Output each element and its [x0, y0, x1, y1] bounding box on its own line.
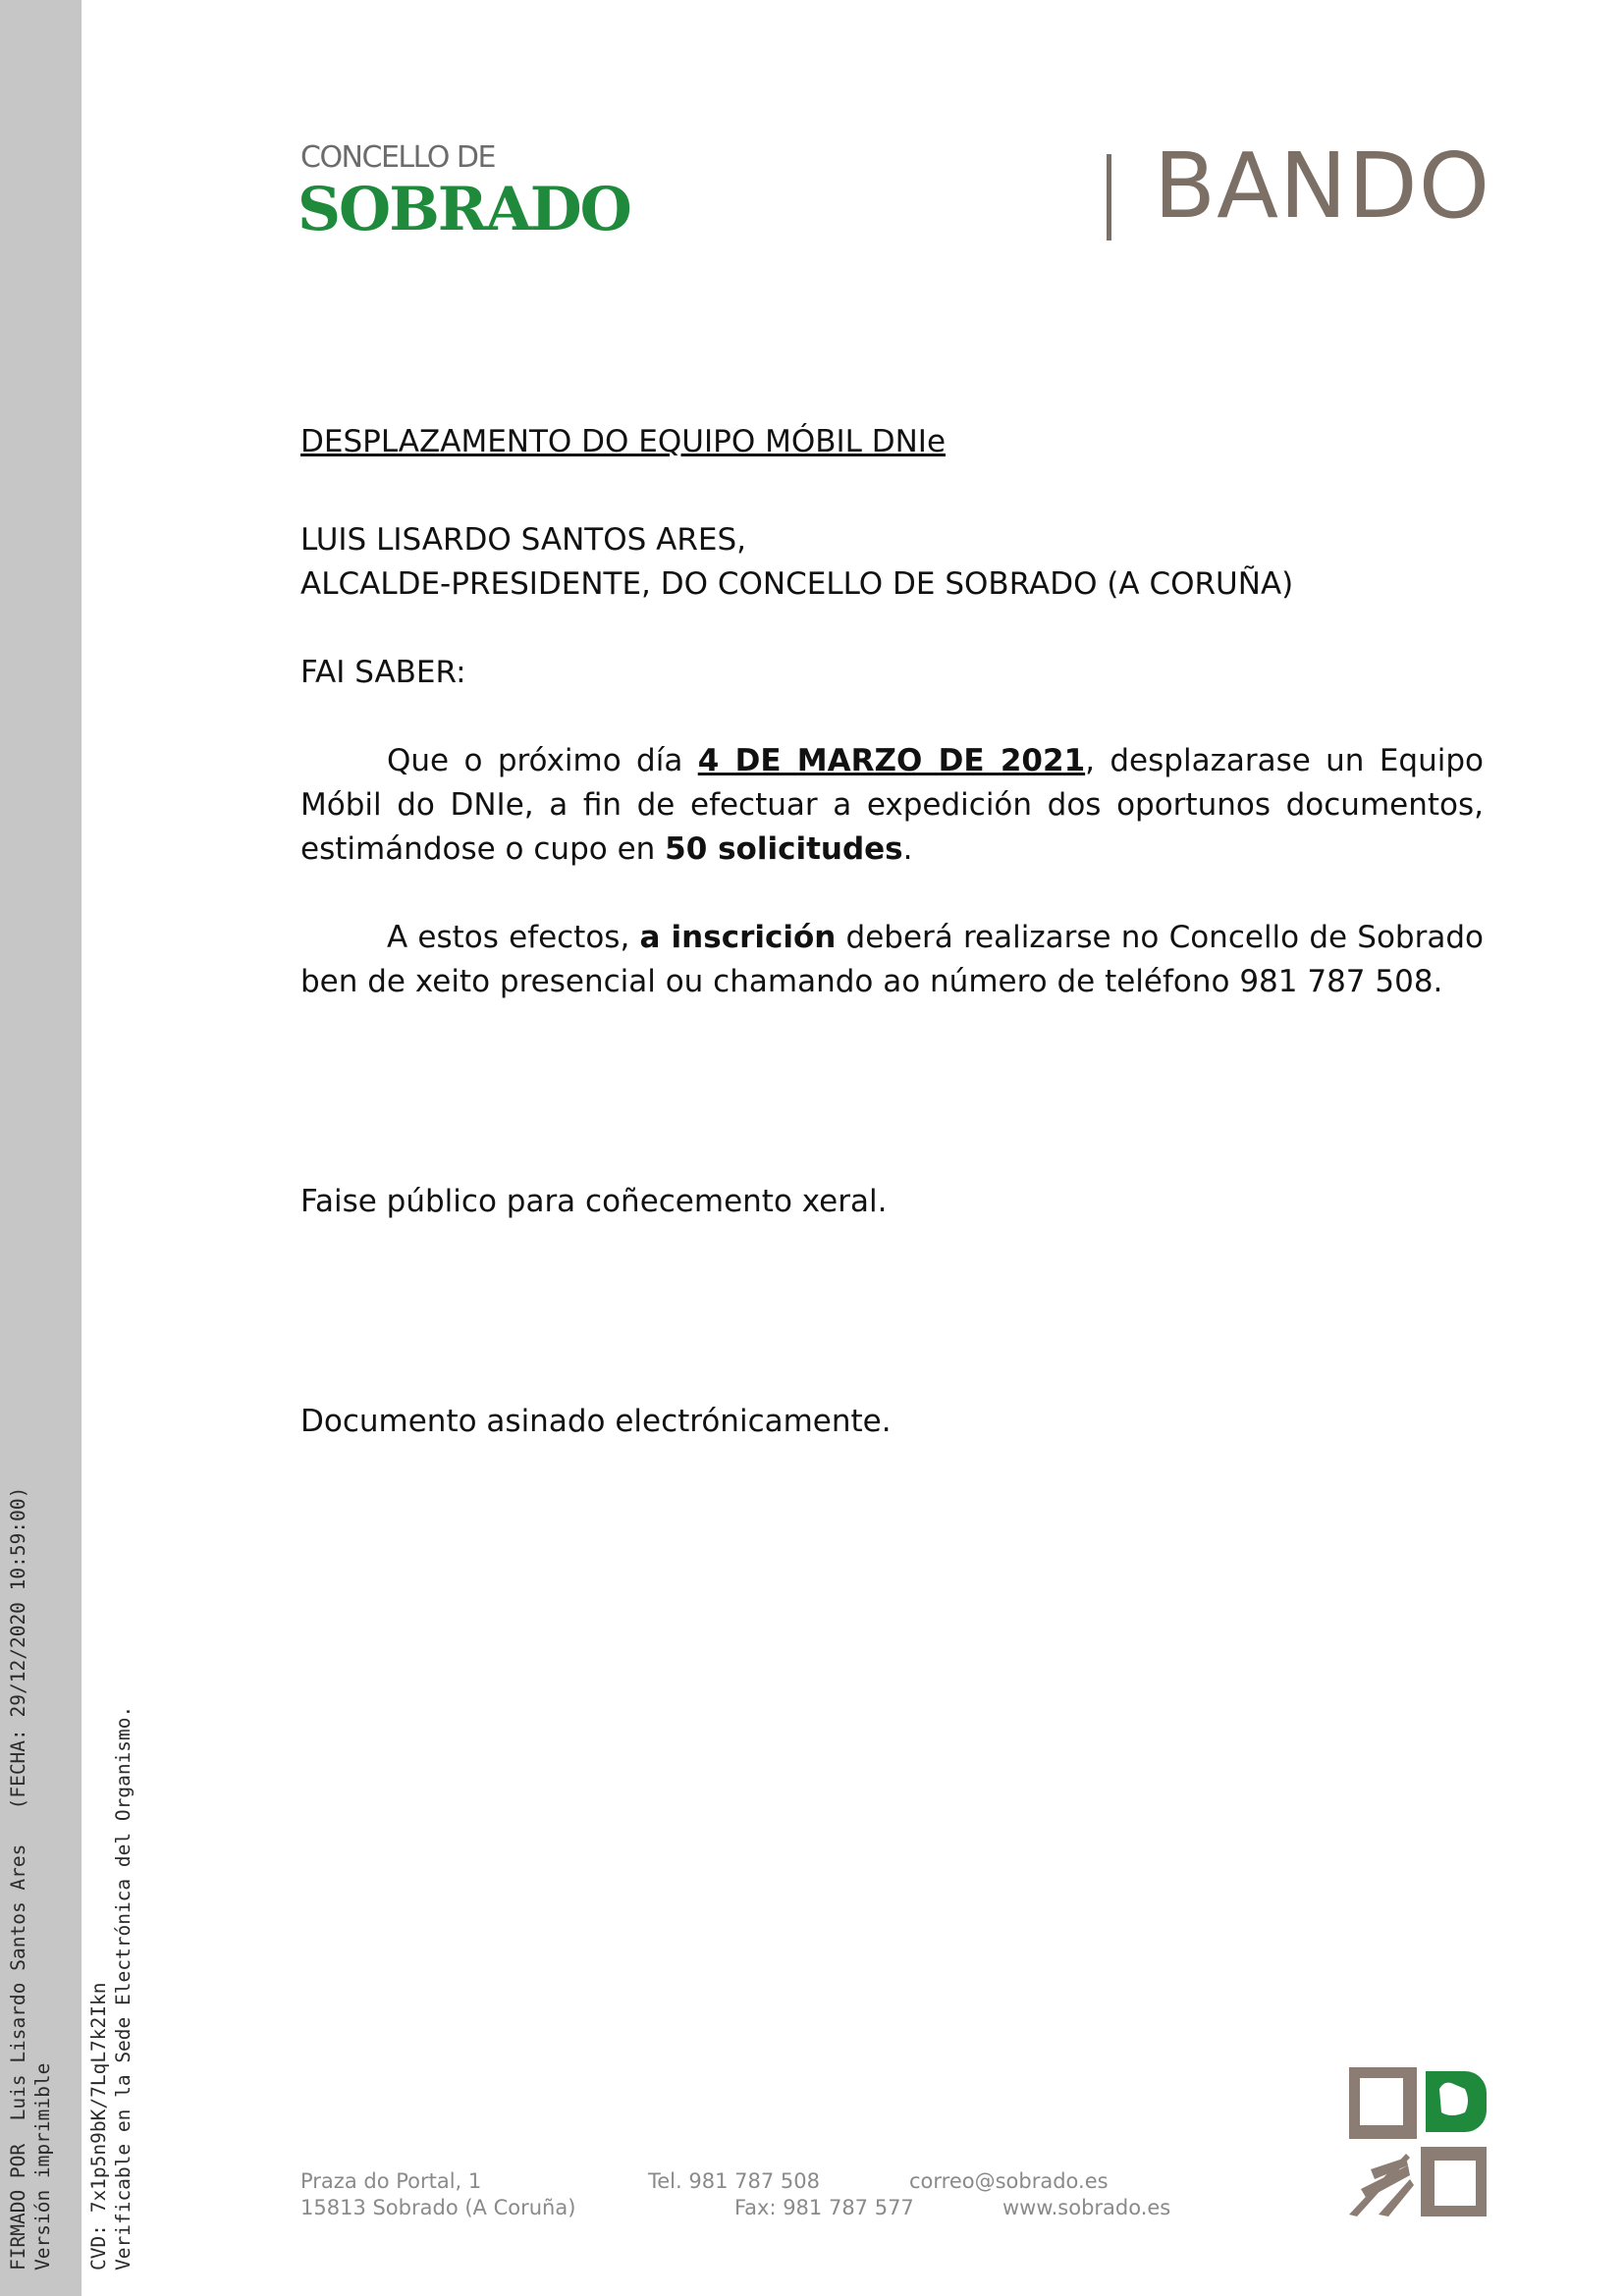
footer-tel: Tel. 981 787 508	[648, 2169, 820, 2193]
footer-address-line2: 15813 Sobrado (A Coruña)	[300, 2196, 576, 2219]
para1-text-b: , desplazarase un Equipo Móbil do DNIe, a fin de efectuar a expedición dos oportunos documentos, estimándose o cupo en	[300, 743, 1484, 867]
logo-subtitle: CONCELLO DE	[300, 140, 495, 175]
signer-role: ALCALDE-PRESIDENTE, DO CONCELLO DE SOBRADO (A CORUÑA)	[300, 566, 1294, 602]
event-date: 4 DE MARZO DE 2021	[697, 743, 1086, 778]
footer-web: www.sobrado.es	[1002, 2196, 1171, 2219]
footer-address-line1: Praza do Portal, 1	[300, 2169, 482, 2193]
closing-text: Faise público para coñecemento xeral.	[300, 1184, 888, 1219]
para2-text-b: deberá realizarse no Concello de Sobrado ben de xeito presencial ou chamando ao número de teléfono 981 787 508.	[300, 920, 1484, 999]
cvd-code: CVD: 7x1p5n9bK/7LqL7k2Ikn	[87, 1982, 110, 2270]
signature-stamp	[6, 1487, 55, 2270]
paragraph-registration	[300, 916, 1484, 1004]
signed-by-text: FIRMADO POR Luis Lisardo Santos Ares (FECHA: 29/12/2020 10:59:00)	[7, 1486, 29, 2270]
verification-stamp	[86, 1706, 135, 2270]
signed-note: Documento asinado electrónicamente.	[300, 1404, 892, 1439]
para1-text-c: .	[902, 831, 913, 867]
footer-email: correo@sobrado.es	[909, 2169, 1109, 2193]
registration-label: a inscrición	[639, 920, 837, 955]
header-divider	[1107, 154, 1111, 240]
concello-emblem-icon	[1349, 2067, 1487, 2216]
paragraph-announcement	[300, 739, 1484, 872]
document-type: BANDO	[1154, 133, 1491, 239]
logo-title: SOBRADO	[298, 175, 630, 244]
verify-text: Verificable en la Sede Electrónica del Organismo.	[112, 1705, 135, 2270]
printable-version-text: Versión imprimible	[31, 2062, 54, 2270]
fai-saber-heading: FAI SABER:	[300, 655, 466, 690]
para1-text-a: Que o próximo día	[387, 743, 698, 778]
para2-text-a: A estos efectos,	[387, 920, 640, 955]
quota-value: 50 solicitudes	[665, 831, 903, 867]
footer-fax: Fax: 981 787 577	[734, 2196, 914, 2219]
document-title: DESPLAZAMENTO DO EQUIPO MÓBIL DNIe	[300, 424, 947, 459]
signer-name: LUIS LISARDO SANTOS ARES,	[300, 522, 747, 558]
